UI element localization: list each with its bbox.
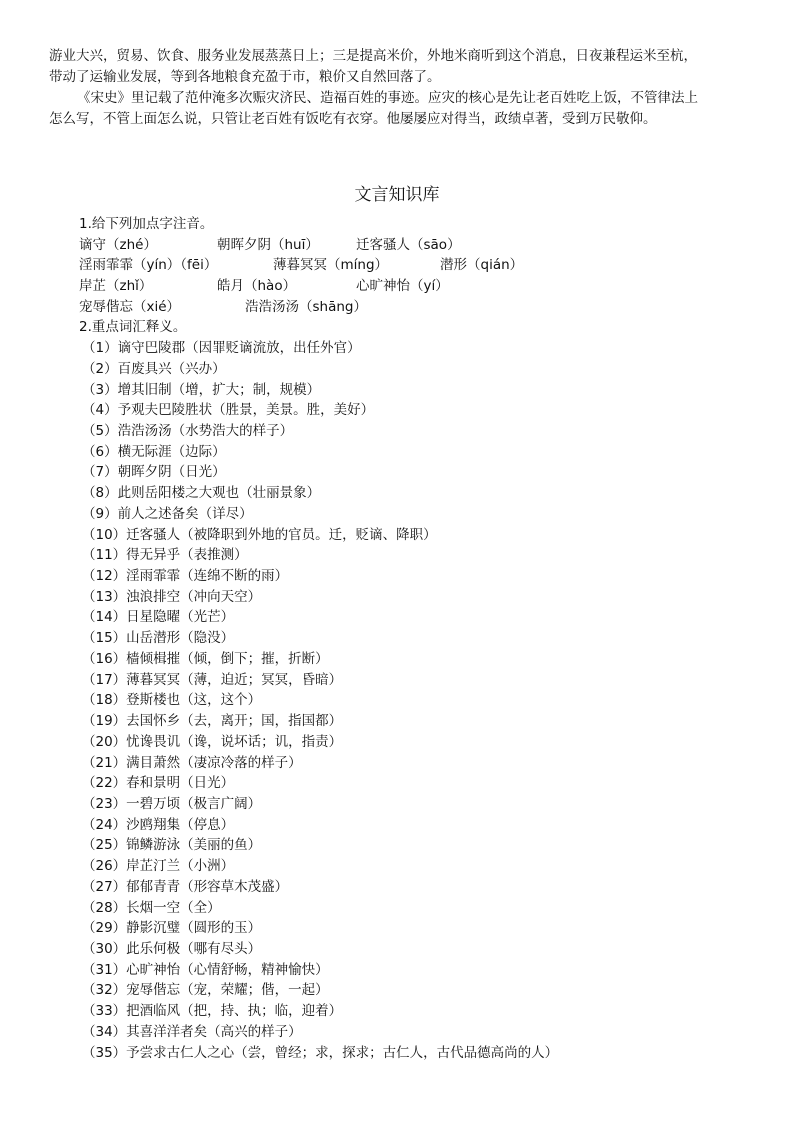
definition-item: （13）浊浪排空（冲向天空） [82, 588, 262, 605]
pinyin-item: 淫雨霏霏（yín）（fēi） [79, 257, 218, 274]
section-title: 文言知识库 [354, 185, 440, 205]
definition-item: （18）登斯楼也（这，这个） [82, 692, 262, 709]
intro-line: 游业大兴，贸易、饮食、服务业发展蒸蒸日上；三是提高米价，外地米商听到这个消息，日夜兼程运米至杭， [49, 48, 697, 64]
question-1-heading: 1.给下列加点字注音。 [79, 216, 214, 232]
definition-item: （14）日星隐曜（光芒） [82, 609, 235, 626]
pinyin-item: 迁客骚人（sāo） [356, 236, 461, 253]
definition-item: （30）此乐何极（哪有尽头） [82, 940, 262, 957]
pinyin-item: 心旷神怡（yí） [356, 278, 449, 295]
definition-item: （7）朝晖夕阴（日光） [82, 464, 226, 481]
definition-item: （12）淫雨霏霏（连绵不断的雨） [82, 568, 289, 585]
pinyin-item: 岸芷（zhǐ） [79, 278, 153, 295]
definition-item: （34）其喜洋洋者矣（高兴的样子） [82, 1023, 302, 1040]
pinyin-item: 皓月（hào） [217, 278, 297, 295]
definition-list [79, 338, 759, 1063]
definition-item: （24）沙鸥翔集（停息） [82, 816, 235, 833]
question-2-heading: 2.重点词汇释义。 [79, 319, 187, 336]
definition-item: （10）迁客骚人（被降职到外地的官员。迁，贬谪、降职） [82, 526, 437, 543]
pinyin-row [79, 235, 759, 256]
pinyin-item: 宠辱偕忘（xié） [79, 298, 181, 315]
pinyin-item: 谪守（zhé） [79, 236, 157, 253]
pinyin-item: 潜形（qián） [440, 257, 524, 274]
definition-item: （16）樯倾楫摧（倾，倒下；摧，折断） [82, 650, 329, 667]
definition-item: （19）去国怀乡（去，离开；国，指国都） [82, 713, 343, 730]
definition-item: （3）增其旧制（增，扩大；制，规模） [82, 381, 321, 398]
definition-item: （25）锦鳞游泳（美丽的鱼） [82, 837, 262, 854]
pinyin-item: 浩浩汤汤（shāng） [245, 298, 367, 315]
definition-item: （6）横无际涯（边际） [82, 443, 226, 460]
pinyin-item: 朝晖夕阴（huī） [217, 236, 319, 253]
pinyin-item: 薄暮冥冥（míng） [273, 257, 389, 274]
definition-item: （23）一碧万顷（极言广阔） [82, 795, 262, 812]
knowledge-base [79, 214, 759, 1063]
pinyin-row [79, 276, 759, 297]
definition-item: （1）谪守巴陵郡（因罪贬谪流放，出任外官） [82, 340, 361, 357]
pinyin-row [79, 297, 759, 318]
definition-item: （32）宠辱偕忘（宠，荣耀；偕，一起） [82, 982, 329, 999]
definition-item: （29）静影沉璧（圆形的玉） [82, 920, 262, 937]
intro-passage [49, 46, 749, 130]
definition-item: （27）郁郁青青（形容草木茂盛） [82, 878, 289, 895]
definition-item: （31）心旷神怡（心情舒畅，精神愉快） [82, 961, 329, 978]
pinyin-row [79, 255, 759, 276]
definition-item: （22）春和景明（日光） [82, 775, 235, 792]
definition-item: （2）百废具兴（兴办） [82, 360, 226, 377]
definition-item: （26）岸芷汀兰（小洲） [82, 858, 235, 875]
intro-line: 《宋史》里记载了范仲淹多次赈灾济民、造福百姓的事迹。应灾的核心是先让老百姓吃上饭，不管律法上 [77, 90, 698, 106]
intro-line: 怎么写，不管上面怎么说，只管让老百姓有饭吃有衣穿。他屡屡应对得当，政绩卓著，受到万民敬仰。 [49, 111, 657, 127]
definition-item: （17）薄暮冥冥（薄，迫近；冥冥，昏暗） [82, 671, 343, 688]
definition-item: （28）长烟一空（全） [82, 899, 221, 916]
definition-item: （35）予尝求古仁人之心（尝，曾经；求，探求；古仁人，古代品德高尚的人） [82, 1044, 559, 1061]
definition-item: （33）把酒临风（把，持、执；临，迎着） [82, 1003, 343, 1020]
definition-item: （9）前人之述备矣（详尽） [82, 505, 253, 522]
definition-item: （8）此则岳阳楼之大观也（壮丽景象） [82, 485, 321, 502]
intro-line: 带动了运输业发展，等到各地粮食充盈于市，粮价又自然回落了。 [49, 69, 441, 85]
definition-item: （20）忧谗畏讥（谗，说坏话；讥，指责） [82, 733, 343, 750]
definition-item: （11）得无异乎（表推测） [82, 547, 248, 564]
definition-item: （15）山岳潜形（隐没） [82, 630, 235, 647]
definition-item: （4）予观夫巴陵胜状（胜景，美景。胜，美好） [82, 402, 375, 419]
definition-item: （5）浩浩汤汤（水势浩大的样子） [82, 423, 294, 439]
definition-item: （21）满目萧然（凄凉冷落的样子） [82, 754, 302, 771]
